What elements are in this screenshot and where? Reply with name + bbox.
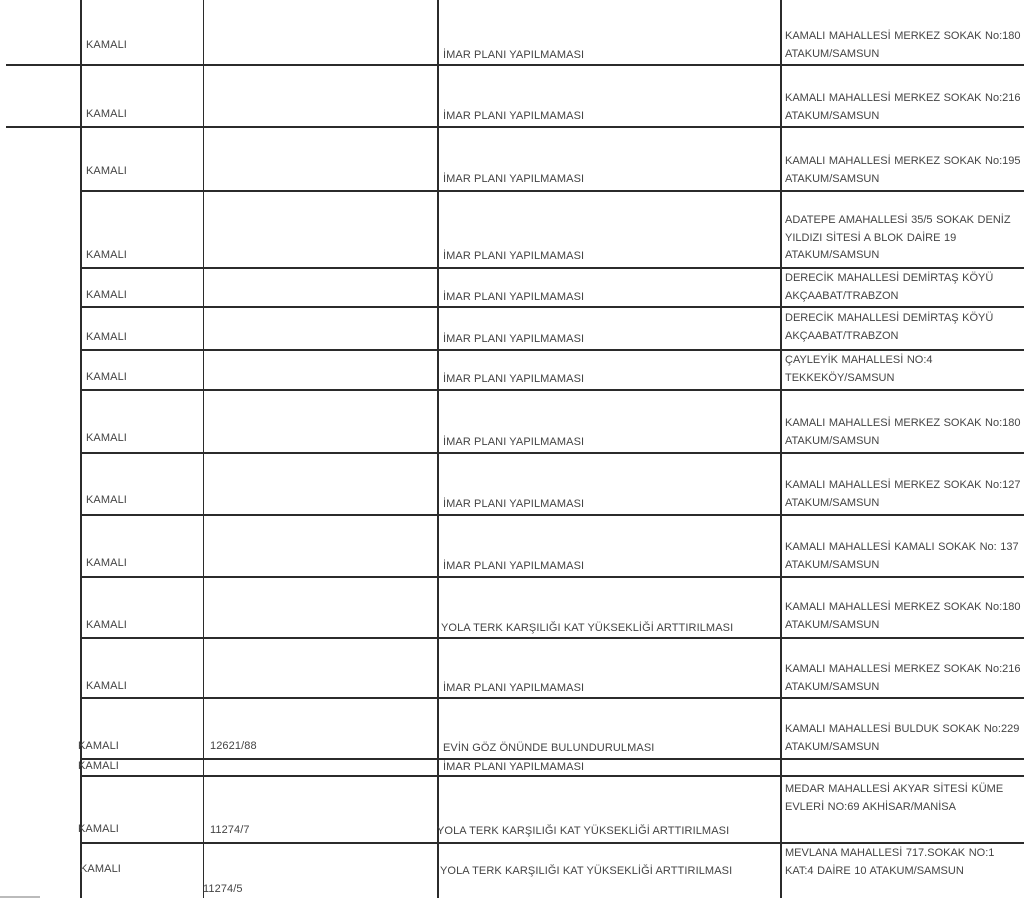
reason-cell: İMAR PLANI YAPILMAMASI xyxy=(443,373,585,385)
reason-cell: İMAR PLANI YAPILMAMASI xyxy=(443,560,585,572)
reason-cell: İMAR PLANI YAPILMAMASI xyxy=(443,173,585,185)
neighborhood-cell: KAMALI xyxy=(86,249,127,261)
reason-cell: İMAR PLANI YAPILMAMASI xyxy=(443,333,585,345)
address-cell: KAMALI MAHALLESİ MERKEZ SOKAK No:180 ATAKUM/SAMSUN xyxy=(785,30,1021,60)
row-rule xyxy=(80,389,1024,391)
address-cell: ÇAYLEYİK MAHALLESİ NO:4 TEKKEKÖY/SAMSUN xyxy=(785,354,933,384)
neighborhood-cell: KAMALI xyxy=(86,331,127,343)
column-rule xyxy=(203,0,204,898)
reason-cell: İMAR PLANI YAPILMAMASI xyxy=(443,49,585,61)
reason-cell: İMAR PLANI YAPILMAMASI xyxy=(443,498,585,510)
neighborhood-cell: KAMALI xyxy=(86,494,127,506)
row-rule xyxy=(80,576,1024,578)
parcel-cell: 12621/88 xyxy=(210,740,257,752)
neighborhood-cell: KAMALI xyxy=(86,557,127,569)
address-cell: ADATEPE AMAHALLESİ 35/5 SOKAK DENİZ YILDIZI SİTESİ A BLOK DAİRE 19 ATAKUM/SAMSUN xyxy=(785,214,1011,261)
reason-cell: İMAR PLANI YAPILMAMASI xyxy=(443,682,585,694)
neighborhood-cell: KAMALI xyxy=(86,289,127,301)
reason-cell: EVİN GÖZ ÖNÜNDE BULUNDURULMASI xyxy=(443,742,655,754)
reason-cell: YOLA TERK KARŞILIĞI KAT YÜKSEKLİĞİ ARTTIRILMASI xyxy=(437,825,730,837)
parcel-cell: 11274/7 xyxy=(210,824,250,836)
row-rule xyxy=(80,697,1024,699)
row-rule xyxy=(6,64,1024,66)
neighborhood-cell: KAMALI xyxy=(86,39,127,51)
reason-cell: İMAR PLANI YAPILMAMASI xyxy=(443,250,585,262)
address-cell: DERECİK MAHALLESİ DEMİRTAŞ KÖYÜ AKÇAABAT/TRABZON xyxy=(785,312,994,342)
address-cell: KAMALI MAHALLESİ BULDUK SOKAK No:229 ATAKUM/SAMSUN xyxy=(785,723,1020,753)
address-cell: KAMALI MAHALLESİ MERKEZ SOKAK No:216 ATAKUM/SAMSUN xyxy=(785,92,1021,122)
row-rule xyxy=(80,306,1024,308)
reason-cell: İMAR PLANI YAPILMAMASI xyxy=(443,761,585,773)
reason-cell: İMAR PLANI YAPILMAMASI xyxy=(443,291,585,303)
neighborhood-cell: KAMALI xyxy=(86,165,127,177)
neighborhood-cell: KAMALI xyxy=(86,108,127,120)
row-rule xyxy=(80,190,1024,192)
parcel-cell: 11274/5 xyxy=(203,883,243,895)
row-rule xyxy=(80,267,1024,269)
address-cell: KAMALI MAHALLESİ MERKEZ SOKAK No:127 ATAKUM/SAMSUN xyxy=(785,479,1021,509)
address-cell: KAMALI MAHALLESİ MERKEZ SOKAK No:180 ATAKUM/SAMSUN xyxy=(785,417,1021,447)
address-cell: MEVLANA MAHALLESİ 717.SOKAK NO:1 KAT:4 DAİRE 10 ATAKUM/SAMSUN xyxy=(785,847,995,877)
row-rule xyxy=(80,842,1024,844)
row-rule xyxy=(80,637,1024,639)
column-rule xyxy=(780,0,782,898)
neighborhood-cell: KAMALI xyxy=(86,680,127,692)
row-rule xyxy=(80,349,1024,351)
column-rule xyxy=(437,0,439,898)
row-rule xyxy=(6,126,1024,128)
neighborhood-cell: KAMALI xyxy=(78,740,119,752)
neighborhood-cell: KAMALI xyxy=(78,760,119,772)
neighborhood-cell: KAMALI xyxy=(86,619,127,631)
row-rule xyxy=(80,452,1024,454)
neighborhood-cell: KAMALI xyxy=(86,371,127,383)
reason-cell: İMAR PLANI YAPILMAMASI xyxy=(443,436,585,448)
row-rule xyxy=(80,514,1024,516)
address-cell: KAMALI MAHALLESİ KAMALI SOKAK No: 137 ATAKUM/SAMSUN xyxy=(785,541,1019,571)
reason-cell: İMAR PLANI YAPILMAMASI xyxy=(443,110,585,122)
neighborhood-cell: KAMALI xyxy=(86,432,127,444)
neighborhood-cell: KAMALI xyxy=(78,823,119,835)
address-cell: MEDAR MAHALLESİ AKYAR SİTESİ KÜME EVLERİ NO:69 AKHİSAR/MANİSA xyxy=(785,783,1004,813)
address-cell: KAMALI MAHALLESİ MERKEZ SOKAK No:216 ATAKUM/SAMSUN xyxy=(785,663,1021,693)
neighborhood-cell: KAMALI xyxy=(80,863,121,875)
reason-cell: YOLA TERK KARŞILIĞI KAT YÜKSEKLİĞİ ARTTIRILMASI xyxy=(441,622,734,634)
reason-cell: YOLA TERK KARŞILIĞI KAT YÜKSEKLİĞİ ARTTIRILMASI xyxy=(440,865,733,877)
address-cell: KAMALI MAHALLESİ MERKEZ SOKAK No:195 ATAKUM/SAMSUN xyxy=(785,155,1021,185)
address-cell: KAMALI MAHALLESİ MERKEZ SOKAK No:180 ATAKUM/SAMSUN xyxy=(785,601,1021,631)
address-cell: DERECİK MAHALLESİ DEMİRTAŞ KÖYÜ AKÇAABAT/TRABZON xyxy=(785,272,994,302)
